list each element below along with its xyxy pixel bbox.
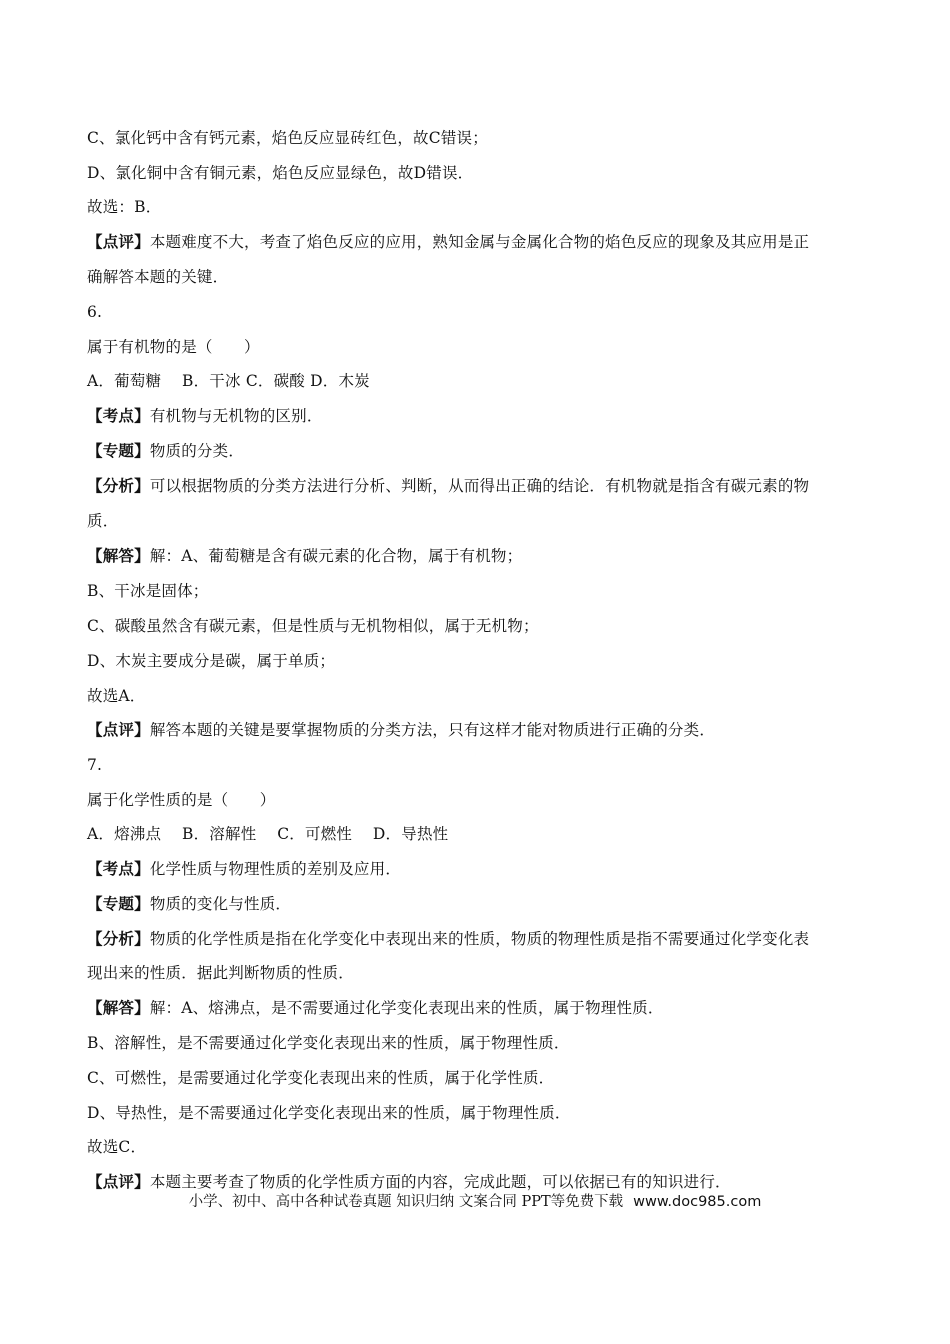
page-footer: [0, 1192, 950, 1212]
text-line: [87, 894, 867, 914]
section-tag: 【点评】: [87, 720, 150, 739]
text-line: [87, 755, 867, 775]
text-line: [87, 441, 867, 461]
line-text: C、可燃性，是需要通过化学变化表现出来的性质，属于化学性质．: [87, 1069, 555, 1087]
section-tag: 【分析】: [87, 476, 150, 495]
text-line: [87, 302, 867, 322]
line-text: 解：A、熔沸点，是不需要通过化学变化表现出来的性质，属于物理性质．: [149, 999, 664, 1017]
section-tag: 【解答】: [87, 998, 150, 1017]
text-line: [87, 232, 867, 252]
text-line: [87, 511, 867, 531]
line-text: 可以根据物质的分类方法进行分析、判断，从而得出正确的结论．有机物就是指含有碳元素的物: [149, 477, 810, 495]
line-text: D、木炭主要成分是碳，属于单质；: [87, 652, 336, 670]
text-line: [87, 406, 867, 426]
text-line: [87, 371, 867, 391]
text-line: [87, 128, 867, 148]
line-text: 属于化学性质的是（ ）: [87, 791, 276, 809]
line-text: A．葡萄糖 B．干冰 C．碳酸 D．木炭: [87, 372, 370, 390]
line-text: 本题难度不大，考查了焰色反应的应用，熟知金属与金属化合物的焰色反应的现象及其应用是正: [149, 233, 810, 251]
line-text: B、溶解性，是不需要通过化学变化表现出来的性质，属于物理性质．: [87, 1034, 570, 1052]
line-text: 故选C．: [87, 1138, 147, 1156]
section-tag: 【专题】: [87, 894, 150, 913]
text-line: [87, 197, 867, 217]
section-tag: 【点评】: [87, 232, 150, 251]
footer-text: 小学、初中、高中各种试卷真题 知识归纳 文案合同 PPT等免费下载: [188, 1194, 624, 1210]
line-text: 本题主要考查了物质的化学性质方面的内容，完成此题，可以依据已有的知识进行．: [149, 1173, 731, 1191]
line-text: C、氯化钙中含有钙元素，焰色反应显砖红色，故C错误；: [87, 129, 488, 147]
text-line: [87, 267, 867, 287]
line-text: A．熔沸点 B．溶解性 C．可燃性 D．导热性: [87, 825, 449, 843]
line-text: 有机物与无机物的区别．: [149, 407, 323, 425]
text-line: [87, 476, 867, 496]
line-text: 6.: [87, 303, 103, 321]
line-text: 物质的变化与性质．: [149, 895, 292, 913]
line-text: 7.: [87, 756, 103, 774]
line-text: B、干冰是固体；: [87, 582, 209, 600]
text-line: [87, 963, 867, 983]
text-line: [87, 163, 867, 183]
line-text: 故选：B．: [87, 198, 162, 216]
line-text: D、导热性，是不需要通过化学变化表现出来的性质，属于物理性质．: [87, 1104, 571, 1122]
section-tag: 【考点】: [87, 859, 150, 878]
text-line: [87, 859, 867, 879]
line-text: 属于有机物的是（ ）: [87, 338, 260, 356]
text-line: [87, 1103, 867, 1123]
text-line: [87, 616, 867, 636]
line-text: 质．: [87, 512, 119, 530]
line-text: 化学性质与物理性质的差别及应用．: [149, 860, 402, 878]
text-line: [87, 337, 867, 357]
text-line: [87, 998, 867, 1018]
line-text: 故选A．: [87, 687, 146, 705]
text-line: [87, 581, 867, 601]
text-line: [87, 1172, 867, 1192]
line-text: C、碳酸虽然含有碳元素，但是性质与无机物相似，属于无机物；: [87, 617, 539, 635]
text-line: [87, 929, 867, 949]
text-line: [87, 790, 867, 810]
footer-url: www.doc985.com: [633, 1194, 762, 1210]
line-text: 确解答本题的关键．: [87, 268, 229, 286]
text-line: [87, 651, 867, 671]
line-text: 现出来的性质．据此判断物质的性质．: [87, 964, 354, 982]
section-tag: 【分析】: [87, 929, 150, 948]
text-line: [87, 686, 867, 706]
section-tag: 【考点】: [87, 406, 150, 425]
section-tag: 【专题】: [87, 441, 150, 460]
section-tag: 【点评】: [87, 1172, 150, 1191]
line-text: 物质的化学性质是指在化学变化中表现出来的性质，物质的物理性质是指不需要通过化学变化表: [149, 930, 810, 948]
line-text: 解：A、葡萄糖是含有碳元素的化合物，属于有机物；: [149, 547, 523, 565]
text-line: [87, 1033, 867, 1053]
text-line: [87, 720, 867, 740]
text-line: [87, 1137, 867, 1157]
line-text: D、氯化铜中含有铜元素，焰色反应显绿色，故D错误．: [87, 164, 474, 182]
line-text: 物质的分类．: [149, 442, 245, 460]
section-tag: 【解答】: [87, 546, 150, 565]
text-line: [87, 1068, 867, 1088]
text-line: [87, 824, 867, 844]
line-text: 解答本题的关键是要掌握物质的分类方法，只有这样才能对物质进行正确的分类．: [149, 721, 716, 739]
text-line: [87, 546, 867, 566]
